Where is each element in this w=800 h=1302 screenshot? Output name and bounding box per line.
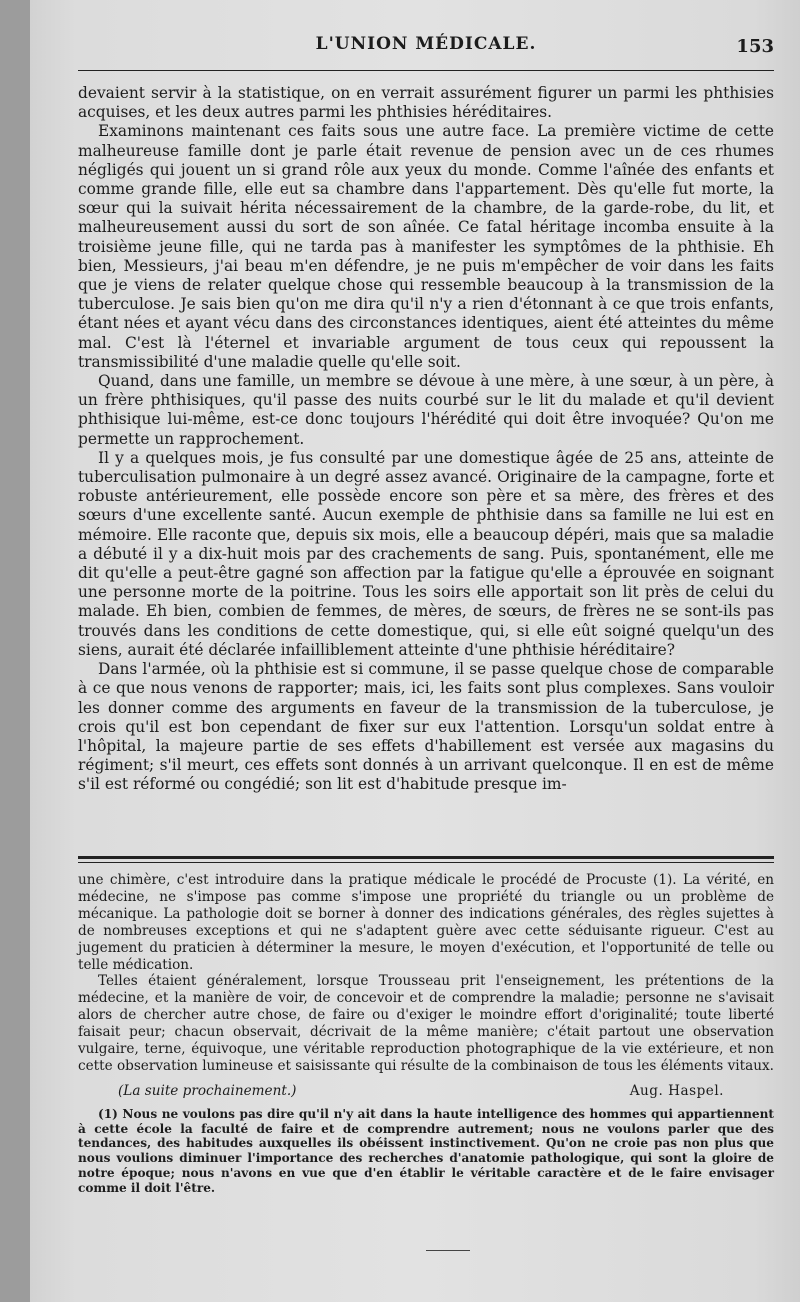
footnote: [78, 1107, 774, 1196]
page-header: [78, 30, 774, 66]
feuilleton-separator-inner: [78, 862, 774, 863]
book-page: [30, 0, 800, 1302]
closing-rule: [426, 1250, 470, 1251]
feuilleton-separator: [78, 856, 774, 859]
running-title: L'UNION MÉDICALE.: [315, 34, 537, 54]
article-paragraph: Il y a quelques mois, je fus consulté par une domestique âgée de 25 ans, atteinte de tuberculisation pulmonaire à un degré assez avancé. Originaire de la campagne, forte et robuste antérieurement, elle possède encore son père et sa mère, des frères et des sœurs d'une excellente santé. Aucun exemple de phthisie dans sa famille ne lui est en mémoire. Elle raconte que, depuis six mois, elle a beaucoup dépéri, mais que sa maladie a débuté il y a dix-huit mois par des crachements de sang. Puis, spontanément, elle me dit qu'elle a peut-être gagné son affection par la fatigue qu'elle a éprouvée en soignant une personne morte de la poitrine. Tous les soirs elle apportait son lit près de celui du malade. Eh bien, combien de femmes, de mères, de sœurs, de frères ne se sont-ils pas trouvés dans les conditions de cette domestique, qui, si elle eût soigné quelqu'un des siens, aurait été déclarée infailliblement atteinte d'une phthisie héréditaire?: [78, 448, 774, 659]
signature-line: [78, 1081, 774, 1101]
article-paragraph: devaient servir à la statistique, on en verrait assurément figurer un parmi les phthisies acquises, et les deux autres parmi les phthisies héréditaires.: [78, 84, 774, 122]
page-number: 153: [736, 36, 774, 57]
continued-note: (La suite prochainement.): [118, 1082, 297, 1099]
author-signature: Aug. Haspel.: [629, 1082, 724, 1099]
feuilleton-paragraph: une chimère, c'est introduire dans la pratique médicale le procédé de Procuste (1). La vérité, en médecine, ne s'impose pas comme s'impose une propriété du triangle ou un problème de mécanique. La pathologie doit se borner à donner des indications générales, des règles sujettes à de nombreuses exceptions et qui ne s'adaptent guère avec cette séduisante rigueur. C'est au jugement du praticien à déterminer la mesure, le moyen d'exécution, et l'opportunité de telle ou telle médication.: [78, 872, 774, 973]
article-paragraph: Quand, dans une famille, un membre se dévoue à une mère, à une sœur, à un père, à un frère phthisiques, qu'il passe des nuits courbé sur le lit du malade et qu'il devient phthisique lui-même, est-ce donc toujours l'hérédité qui doit être invoquée? Qu'on me permette un rapprochement.: [78, 372, 774, 448]
feuilleton-paragraph: Telles étaient généralement, lorsque Trousseau prit l'enseignement, les prétentions de la médecine, et la manière de voir, de concevoir et de comprendre la maladie; personne ne s'avisait alors de chercher autre chose, de faire ou d'exiger le moindre effort d'originalité; toute liberté faisait peur; chacun observait, décrivait de la même manière; c'était partout une observation vulgaire, terne, équivoque, une véritable reproduction photographique de la vie extérieure, et non cette observation lumineuse et saisissante qui résulte de la combinaison de tous les éléments vitaux.: [78, 973, 774, 1074]
header-rule: [78, 70, 774, 71]
article-paragraph: Examinons maintenant ces faits sous une autre face. La première victime de cette malheureuse famille dont je parle était revenue de pension avec un de ces rhumes négligés qui jouent un si grand rôle aux yeux du monde. Comme l'aînée des enfants et comme grande fille, elle eut sa chambre dans l'appartement. Dès qu'elle fut morte, la sœur qui la suivait hérita nécessairement de la chambre, de la garde-robe, du lit, et malheureusement aussi du sort de son aînée. Ce fatal héritage incomba ensuite à la troisième jeune fille, qui ne tarda pas à manifester les symptômes de la phthisie. Eh bien, Messieurs, j'ai beau m'en défendre, je ne puis m'empêcher de voir dans les faits que je viens de relater quelque chose qui ressemble beaucoup à la transmission de la tuberculose. Je sais bien qu'on me dira qu'il n'y a rien d'étonnant à ce que trois enfants, étant nées et ayant vécu dans des circonstances identiques, aient été atteintes du même mal. C'est là l'éternel et invariable argument de tous ceux qui repoussent la transmissibilité d'une maladie quelle qu'elle soit.: [78, 122, 774, 371]
main-article: [78, 84, 774, 795]
footnote-text: (1) Nous ne voulons pas dire qu'il n'y ait dans la haute intelligence des hommes qui appartiennent à cette école la faculté de faire et de comprendre autrement; nous ne voulons parler que des tendances, des habitudes auxquelles ils obéissent instinctivement. Qu'on ne croie pas non plus que nous voulions diminuer l'importance des recherches d'anatomie pathologique, qui sont la gloire de notre époque; nous n'avons en vue que d'en établir le véritable caractère et de le faire envisager comme il doit l'être.: [78, 1106, 774, 1195]
article-paragraph: Dans l'armée, où la phthisie est si commune, il se passe quelque chose de comparable à ce que nous venons de rapporter; mais, ici, les faits sont plus complexes. Sans vouloir les donner comme des arguments en faveur de la transmission de la tuberculose, je crois qu'il est bon cependant de fixer sur eux l'attention. Lorsqu'un soldat entre à l'hôpital, la majeure partie de ses effets d'habillement est versée aux magasins du régiment; s'il meurt, ces effets sont donnés à un arrivant quelconque. Il en est de même s'il est réformé ou congédié; son lit est d'habitude presque im-: [78, 660, 774, 794]
feuilleton: [78, 872, 774, 1196]
